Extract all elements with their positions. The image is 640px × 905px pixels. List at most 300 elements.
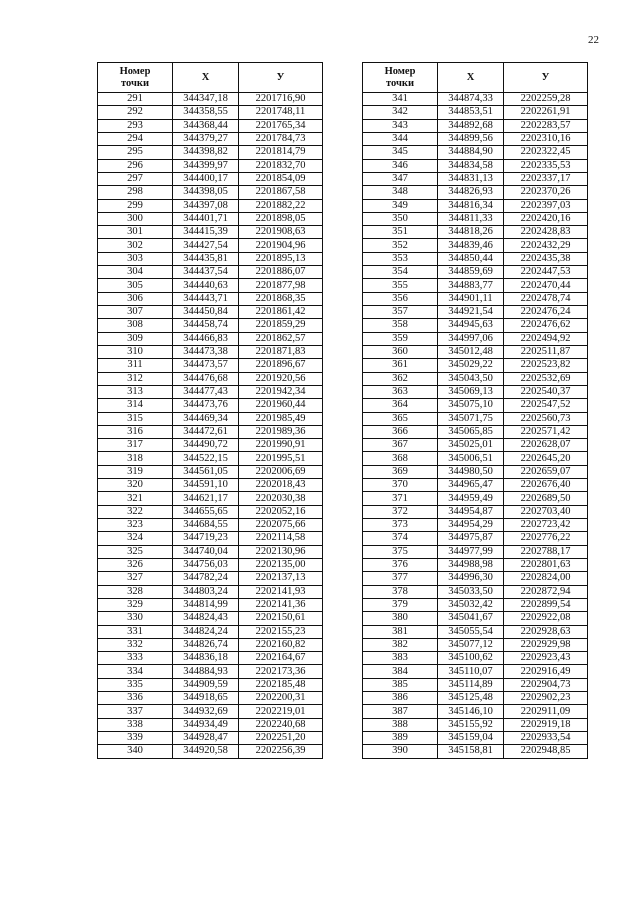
cell-x: 344684,55 xyxy=(173,519,239,532)
cell-x: 344945,63 xyxy=(438,319,504,332)
cell-x: 345159,04 xyxy=(438,732,504,745)
cell-y: 2202018,43 xyxy=(239,479,323,492)
header-point-line1: Номер xyxy=(384,66,416,78)
cell-point-number: 365 xyxy=(363,412,438,425)
table-row xyxy=(363,359,588,372)
cell-point-number: 337 xyxy=(98,705,173,718)
cell-y: 2201908,63 xyxy=(239,226,323,239)
cell-y: 2202689,50 xyxy=(504,492,588,505)
cell-x: 344959,49 xyxy=(438,492,504,505)
cell-y: 2201814,79 xyxy=(239,146,323,159)
cell-point-number: 382 xyxy=(363,638,438,651)
cell-x: 345071,75 xyxy=(438,412,504,425)
cell-point-number: 319 xyxy=(98,465,173,478)
cell-y: 2201995,51 xyxy=(239,452,323,465)
table-row xyxy=(363,558,588,571)
cell-point-number: 344 xyxy=(363,132,438,145)
table-row xyxy=(98,652,323,665)
cell-x: 344591,10 xyxy=(173,479,239,492)
table-row xyxy=(363,159,588,172)
table-row xyxy=(363,266,588,279)
cell-y: 2202911,09 xyxy=(504,705,588,718)
cell-point-number: 352 xyxy=(363,239,438,252)
cell-x: 345006,51 xyxy=(438,452,504,465)
cell-y: 2202923,43 xyxy=(504,652,588,665)
cell-x: 344901,11 xyxy=(438,292,504,305)
cell-point-number: 308 xyxy=(98,319,173,332)
table-row xyxy=(363,93,588,106)
cell-point-number: 341 xyxy=(363,93,438,106)
cell-point-number: 353 xyxy=(363,252,438,265)
cell-x: 344347,18 xyxy=(173,93,239,106)
cell-y: 2202922,08 xyxy=(504,612,588,625)
cell-point-number: 366 xyxy=(363,425,438,438)
cell-point-number: 345 xyxy=(363,146,438,159)
cell-y: 2202160,82 xyxy=(239,638,323,651)
cell-x: 344458,74 xyxy=(173,319,239,332)
cell-point-number: 364 xyxy=(363,399,438,412)
cell-point-number: 315 xyxy=(98,412,173,425)
cell-point-number: 333 xyxy=(98,652,173,665)
cell-y: 2202476,24 xyxy=(504,306,588,319)
cell-point-number: 339 xyxy=(98,732,173,745)
table-row xyxy=(98,492,323,505)
table-header-row xyxy=(98,63,323,93)
cell-x: 344874,33 xyxy=(438,93,504,106)
cell-x: 344437,54 xyxy=(173,266,239,279)
cell-point-number: 309 xyxy=(98,332,173,345)
cell-y: 2202899,54 xyxy=(504,598,588,611)
cell-y: 2202540,37 xyxy=(504,385,588,398)
cell-y: 2202628,07 xyxy=(504,439,588,452)
table-row xyxy=(363,292,588,305)
cell-y: 2202511,87 xyxy=(504,345,588,358)
table-row xyxy=(363,132,588,145)
cell-y: 2202141,93 xyxy=(239,585,323,598)
cell-y: 2202114,58 xyxy=(239,532,323,545)
header-point-number xyxy=(98,63,173,93)
cell-x: 344977,99 xyxy=(438,545,504,558)
cell-point-number: 321 xyxy=(98,492,173,505)
cell-x: 344427,54 xyxy=(173,239,239,252)
table-row xyxy=(98,692,323,705)
cell-x: 344621,17 xyxy=(173,492,239,505)
cell-y: 2202135,00 xyxy=(239,558,323,571)
cell-y: 2202532,69 xyxy=(504,372,588,385)
cell-x: 344811,33 xyxy=(438,212,504,225)
cell-x: 344655,65 xyxy=(173,505,239,518)
cell-y: 2202130,96 xyxy=(239,545,323,558)
cell-point-number: 326 xyxy=(98,558,173,571)
cell-point-number: 313 xyxy=(98,385,173,398)
table-row xyxy=(363,545,588,558)
cell-point-number: 334 xyxy=(98,665,173,678)
cell-y: 2201904,96 xyxy=(239,239,323,252)
cell-point-number: 298 xyxy=(98,186,173,199)
cell-x: 345032,42 xyxy=(438,598,504,611)
table-row xyxy=(98,146,323,159)
table-row xyxy=(363,279,588,292)
table-row xyxy=(363,452,588,465)
cell-y: 2201989,36 xyxy=(239,425,323,438)
cell-x: 344358,55 xyxy=(173,106,239,119)
cell-y: 2202283,57 xyxy=(504,119,588,132)
cell-y: 2201985,49 xyxy=(239,412,323,425)
cell-y: 2202370,26 xyxy=(504,186,588,199)
cell-y: 2202933,54 xyxy=(504,732,588,745)
table-row xyxy=(98,519,323,532)
cell-point-number: 356 xyxy=(363,292,438,305)
cell-y: 2202447,53 xyxy=(504,266,588,279)
table-row xyxy=(98,465,323,478)
cell-y: 2202435,38 xyxy=(504,252,588,265)
table-row xyxy=(98,332,323,345)
table-row xyxy=(363,505,588,518)
cell-x: 344934,49 xyxy=(173,718,239,731)
cell-x: 344836,18 xyxy=(173,652,239,665)
cell-point-number: 338 xyxy=(98,718,173,731)
cell-y: 2201960,44 xyxy=(239,399,323,412)
cell-point-number: 385 xyxy=(363,678,438,691)
cell-y: 2202185,48 xyxy=(239,678,323,691)
table-row xyxy=(98,372,323,385)
table-row xyxy=(363,638,588,651)
cell-x: 344816,34 xyxy=(438,199,504,212)
table-row xyxy=(363,226,588,239)
cell-y: 2201882,22 xyxy=(239,199,323,212)
table-row xyxy=(98,532,323,545)
cell-y: 2201859,29 xyxy=(239,319,323,332)
cell-y: 2202075,66 xyxy=(239,519,323,532)
table-row xyxy=(363,532,588,545)
cell-y: 2201784,73 xyxy=(239,132,323,145)
cell-y: 2202476,62 xyxy=(504,319,588,332)
cell-point-number: 323 xyxy=(98,519,173,532)
table-body xyxy=(98,93,323,759)
cell-point-number: 297 xyxy=(98,172,173,185)
cell-x: 344980,50 xyxy=(438,465,504,478)
cell-x: 344379,27 xyxy=(173,132,239,145)
cell-point-number: 379 xyxy=(363,598,438,611)
cell-y: 2202420,16 xyxy=(504,212,588,225)
cell-y: 2202801,63 xyxy=(504,558,588,571)
cell-point-number: 301 xyxy=(98,226,173,239)
cell-x: 344469,34 xyxy=(173,412,239,425)
cell-y: 2202776,22 xyxy=(504,532,588,545)
table-row xyxy=(363,332,588,345)
table-row xyxy=(98,625,323,638)
cell-x: 344443,71 xyxy=(173,292,239,305)
cell-y: 2202200,31 xyxy=(239,692,323,705)
cell-point-number: 376 xyxy=(363,558,438,571)
cell-point-number: 299 xyxy=(98,199,173,212)
cell-point-number: 291 xyxy=(98,93,173,106)
table-row xyxy=(98,212,323,225)
coordinates-table-right xyxy=(362,62,588,759)
table-row xyxy=(363,625,588,638)
coordinates-table-left xyxy=(97,62,323,759)
cell-x: 344859,69 xyxy=(438,266,504,279)
cell-point-number: 357 xyxy=(363,306,438,319)
cell-point-number: 389 xyxy=(363,732,438,745)
cell-x: 344814,99 xyxy=(173,598,239,611)
cell-point-number: 306 xyxy=(98,292,173,305)
cell-point-number: 348 xyxy=(363,186,438,199)
cell-x: 344818,26 xyxy=(438,226,504,239)
cell-x: 344466,83 xyxy=(173,332,239,345)
table-row xyxy=(98,638,323,651)
cell-x: 344899,56 xyxy=(438,132,504,145)
cell-point-number: 363 xyxy=(363,385,438,398)
cell-x: 344473,76 xyxy=(173,399,239,412)
cell-x: 344440,63 xyxy=(173,279,239,292)
cell-point-number: 336 xyxy=(98,692,173,705)
cell-point-number: 360 xyxy=(363,345,438,358)
cell-y: 2202470,44 xyxy=(504,279,588,292)
cell-y: 2202030,38 xyxy=(239,492,323,505)
table-row xyxy=(363,492,588,505)
table-row xyxy=(98,252,323,265)
cell-y: 2202256,39 xyxy=(239,745,323,758)
cell-y: 2201854,09 xyxy=(239,172,323,185)
cell-point-number: 328 xyxy=(98,585,173,598)
cell-y: 2202322,45 xyxy=(504,146,588,159)
table-row xyxy=(363,119,588,132)
cell-x: 344824,24 xyxy=(173,625,239,638)
table-row xyxy=(363,385,588,398)
cell-x: 344988,98 xyxy=(438,558,504,571)
table-row xyxy=(363,732,588,745)
cell-point-number: 354 xyxy=(363,266,438,279)
table-row xyxy=(363,186,588,199)
table-row xyxy=(363,678,588,691)
cell-y: 2201990,91 xyxy=(239,439,323,452)
cell-x: 344839,46 xyxy=(438,239,504,252)
cell-y: 2202141,36 xyxy=(239,598,323,611)
table-row xyxy=(98,385,323,398)
cell-x: 344892,68 xyxy=(438,119,504,132)
cell-point-number: 310 xyxy=(98,345,173,358)
table-row xyxy=(363,372,588,385)
cell-point-number: 322 xyxy=(98,505,173,518)
table-row xyxy=(98,745,323,758)
table-row xyxy=(98,119,323,132)
cell-y: 2201895,13 xyxy=(239,252,323,265)
cell-y: 2202571,42 xyxy=(504,425,588,438)
table-row xyxy=(363,652,588,665)
cell-point-number: 369 xyxy=(363,465,438,478)
cell-point-number: 304 xyxy=(98,266,173,279)
table-row xyxy=(363,705,588,718)
cell-x: 345065,85 xyxy=(438,425,504,438)
cell-x: 345012,48 xyxy=(438,345,504,358)
cell-point-number: 381 xyxy=(363,625,438,638)
cell-point-number: 335 xyxy=(98,678,173,691)
cell-y: 2202659,07 xyxy=(504,465,588,478)
table-row xyxy=(98,93,323,106)
cell-x: 344826,74 xyxy=(173,638,239,651)
cell-y: 2202219,01 xyxy=(239,705,323,718)
table-row xyxy=(363,412,588,425)
cell-point-number: 332 xyxy=(98,638,173,651)
cell-y: 2201867,58 xyxy=(239,186,323,199)
table-row xyxy=(98,572,323,585)
cell-point-number: 347 xyxy=(363,172,438,185)
cell-y: 2201942,34 xyxy=(239,385,323,398)
cell-y: 2201877,98 xyxy=(239,279,323,292)
cell-point-number: 329 xyxy=(98,598,173,611)
cell-x: 344477,43 xyxy=(173,385,239,398)
cell-point-number: 317 xyxy=(98,439,173,452)
cell-point-number: 327 xyxy=(98,572,173,585)
table-row xyxy=(98,585,323,598)
cell-x: 344399,97 xyxy=(173,159,239,172)
cell-x: 344883,77 xyxy=(438,279,504,292)
cell-x: 345100,62 xyxy=(438,652,504,665)
table-row xyxy=(363,252,588,265)
cell-point-number: 384 xyxy=(363,665,438,678)
cell-point-number: 350 xyxy=(363,212,438,225)
cell-y: 2201868,35 xyxy=(239,292,323,305)
cell-x: 344921,54 xyxy=(438,306,504,319)
table-row xyxy=(98,678,323,691)
cell-x: 345158,81 xyxy=(438,745,504,758)
cell-point-number: 296 xyxy=(98,159,173,172)
cell-point-number: 311 xyxy=(98,359,173,372)
cell-point-number: 307 xyxy=(98,306,173,319)
cell-y: 2201861,42 xyxy=(239,306,323,319)
table-row xyxy=(363,572,588,585)
cell-x: 344472,61 xyxy=(173,425,239,438)
table-row xyxy=(363,306,588,319)
cell-point-number: 325 xyxy=(98,545,173,558)
cell-x: 345075,10 xyxy=(438,399,504,412)
cell-x: 345077,12 xyxy=(438,638,504,651)
cell-x: 344884,90 xyxy=(438,146,504,159)
cell-point-number: 370 xyxy=(363,479,438,492)
header-y: У xyxy=(239,63,323,93)
table-row xyxy=(98,452,323,465)
header-point-line1: Номер xyxy=(119,66,151,78)
cell-x: 344476,68 xyxy=(173,372,239,385)
cell-y: 2202928,63 xyxy=(504,625,588,638)
cell-point-number: 388 xyxy=(363,718,438,731)
cell-point-number: 372 xyxy=(363,505,438,518)
cell-x: 344803,24 xyxy=(173,585,239,598)
cell-point-number: 351 xyxy=(363,226,438,239)
cell-y: 2202428,83 xyxy=(504,226,588,239)
header-point-line2: точки xyxy=(120,77,150,89)
table-row xyxy=(98,199,323,212)
cell-y: 2202164,67 xyxy=(239,652,323,665)
table-row xyxy=(98,186,323,199)
cell-point-number: 303 xyxy=(98,252,173,265)
table-row xyxy=(363,665,588,678)
cell-y: 2201862,57 xyxy=(239,332,323,345)
header-point-line2: точки xyxy=(385,77,415,89)
cell-point-number: 330 xyxy=(98,612,173,625)
cell-x: 344400,17 xyxy=(173,172,239,185)
cell-point-number: 358 xyxy=(363,319,438,332)
cell-point-number: 314 xyxy=(98,399,173,412)
cell-point-number: 340 xyxy=(98,745,173,758)
page-number: 22 xyxy=(588,34,599,46)
cell-y: 2201898,05 xyxy=(239,212,323,225)
table-row xyxy=(363,345,588,358)
table-row xyxy=(363,439,588,452)
cell-y: 2202173,36 xyxy=(239,665,323,678)
cell-x: 344834,58 xyxy=(438,159,504,172)
cell-y: 2202645,20 xyxy=(504,452,588,465)
cell-x: 344415,39 xyxy=(173,226,239,239)
cell-y: 2202824,00 xyxy=(504,572,588,585)
cell-x: 344826,93 xyxy=(438,186,504,199)
table-row xyxy=(363,612,588,625)
cell-point-number: 380 xyxy=(363,612,438,625)
cell-x: 344824,43 xyxy=(173,612,239,625)
table-row xyxy=(98,279,323,292)
cell-x: 344997,06 xyxy=(438,332,504,345)
cell-y: 2202872,94 xyxy=(504,585,588,598)
cell-y: 2202904,73 xyxy=(504,678,588,691)
cell-y: 2202948,85 xyxy=(504,745,588,758)
cell-y: 2202006,69 xyxy=(239,465,323,478)
table-row xyxy=(98,132,323,145)
cell-y: 2201716,90 xyxy=(239,93,323,106)
cell-point-number: 342 xyxy=(363,106,438,119)
table-row xyxy=(363,598,588,611)
cell-x: 344853,51 xyxy=(438,106,504,119)
cell-y: 2202929,98 xyxy=(504,638,588,651)
cell-point-number: 368 xyxy=(363,452,438,465)
cell-point-number: 312 xyxy=(98,372,173,385)
cell-point-number: 373 xyxy=(363,519,438,532)
table-row xyxy=(98,612,323,625)
cell-x: 345055,54 xyxy=(438,625,504,638)
cell-point-number: 390 xyxy=(363,745,438,758)
cell-x: 344954,29 xyxy=(438,519,504,532)
cell-y: 2202788,17 xyxy=(504,545,588,558)
table-row xyxy=(363,585,588,598)
table-row xyxy=(98,159,323,172)
cell-point-number: 371 xyxy=(363,492,438,505)
table-row xyxy=(363,692,588,705)
table-row xyxy=(98,598,323,611)
cell-x: 344561,05 xyxy=(173,465,239,478)
cell-point-number: 375 xyxy=(363,545,438,558)
table-row xyxy=(363,745,588,758)
table-row xyxy=(363,718,588,731)
table-row xyxy=(363,319,588,332)
cell-x: 345033,50 xyxy=(438,585,504,598)
table-row xyxy=(363,146,588,159)
cell-x: 344397,08 xyxy=(173,199,239,212)
cell-x: 345110,07 xyxy=(438,665,504,678)
cell-y: 2202560,73 xyxy=(504,412,588,425)
cell-y: 2202310,16 xyxy=(504,132,588,145)
cell-point-number: 355 xyxy=(363,279,438,292)
cell-point-number: 302 xyxy=(98,239,173,252)
cell-x: 344850,44 xyxy=(438,252,504,265)
cell-x: 344398,05 xyxy=(173,186,239,199)
cell-point-number: 300 xyxy=(98,212,173,225)
cell-point-number: 387 xyxy=(363,705,438,718)
table-body xyxy=(363,93,588,759)
cell-y: 2202676,40 xyxy=(504,479,588,492)
cell-x: 344975,87 xyxy=(438,532,504,545)
table-row xyxy=(363,199,588,212)
cell-x: 345069,13 xyxy=(438,385,504,398)
